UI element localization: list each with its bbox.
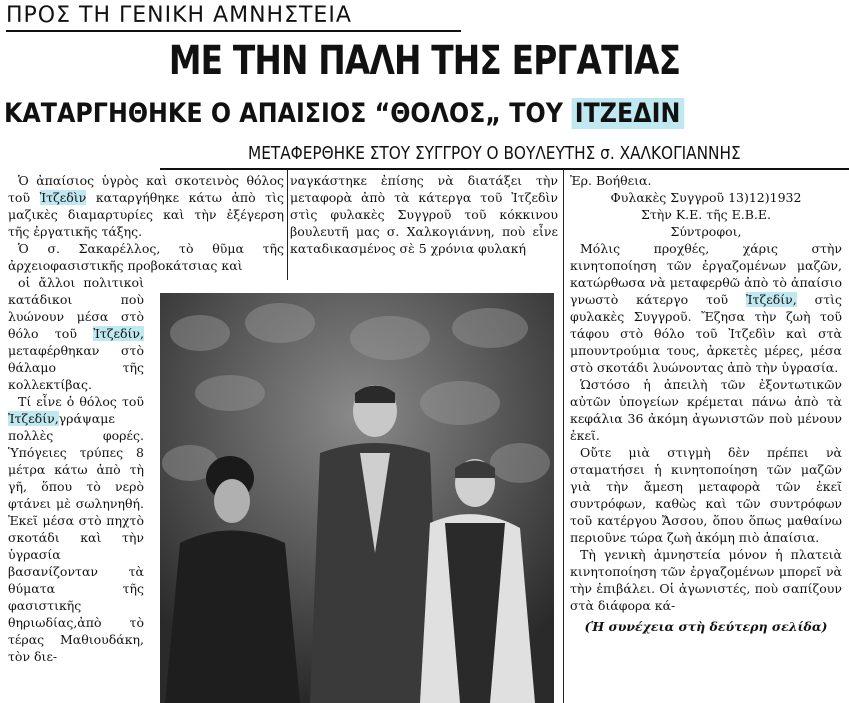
- headline: ΜΕ ΤΗΝ ΠΑΛΗ ΤΗΣ ΕΡΓΑΤΙΑΣ: [168, 38, 681, 84]
- paragraph: Ὁ ἀπαίσιος ὑγρὸς καὶ σκοτεινὸς θόλος τοῦ Ἰτζεδὶν καταργήθηκε κάτω ἀπὸ τὶς μαζικὲς διαμαρτυρίες καὶ τὴν ἐξέγερση τῆς ἐργατικῆς τάξης.: [8, 173, 284, 239]
- column-2: [290, 172, 558, 257]
- highlight-name: Ἰτζεδὶν: [39, 190, 87, 205]
- paragraph: Ὁ σ. Σακαρέλλος, τὸ θῦμα τῆς ἀρχειοφασιστικῆς προβοκάτσιας καὶ: [8, 241, 284, 273]
- greeting: Σύντροφοι,: [670, 224, 742, 239]
- photo-image: [160, 293, 554, 703]
- highlight-name: Ἰτζεδίν,: [8, 411, 59, 426]
- paragraph: οἱ ἄλλοι πολιτικοὶ κατάδικοι ποὺ λυώνουν μέσα στὸ θόλο τοῦ Ἰτζεδίν, μεταφέρθηκαν στὸ θάλαμο τῆς κολλεκτίβας.: [8, 275, 144, 392]
- column-1-narrow: [8, 274, 144, 665]
- column-3-letter: [570, 172, 842, 635]
- continued-notice: (Ἡ συνέχεια στὴ δεύτερη σελίδα): [584, 619, 828, 634]
- paragraph: Ὡστόσο ἡ ἀπειλὴ τῶν ἐξοντωτικῶν αὐτῶν ὑπογείων κρέμεται πάνω ἀπὸ τὰ κεφάλια 36 ἀκόμη ἀγωνιστῶν ποὺ μένουν ἐκεῖ.: [570, 377, 842, 443]
- section-kicker: ΠΡΟΣ ΤΗ ΓΕΝΙΚΗ ΑΜΝΗΣΤΕΙΑ: [6, 2, 461, 32]
- paragraph: ναγκάστηκε ἐπίσης νὰ διατάξει τὴν μεταφορὰ ἀπὸ τὰ κάτεργα τοῦ Ἰτζεδὶν στὶς φυλακὲς Συγγροῦ τοῦ κόκκινου βουλευτῆ μας σ. Χαλκογιάννη, ποὺ εἶνε καταδικασμένος σὲ 5 χρόνια φυλακή: [290, 173, 558, 256]
- salutation: Ἐρ. Βοήθεια.: [570, 173, 652, 188]
- group-photo: [160, 293, 554, 703]
- sub-headline: ΜΕΤΑΦΕΡΘΗΚΕ ΣΤΟΥ ΣΥΓΓΡΟΥ Ο ΒΟΥΛΕΥΤΗΣ σ. ΧΑΛΚΟΓΙΑΝΝΗΣ: [248, 143, 741, 164]
- dateline: Φυλακὲς Συγγροῦ 13)12)1932: [610, 190, 802, 205]
- paragraph: Τὴ γενικὴ ἀμνηστεία μόνον ἡ πλατειὰ κινητοποίηση τῶν ἐργαζομένων μπορεῖ νὰ τὴν ἐπιβάλει. Οἱ ἀγωνιστές, ποὺ σαπίζουν στὰ διάφορα κά-: [570, 547, 842, 613]
- divider-rule: [160, 168, 849, 170]
- deck-highlight: ΙΤΖΕΔΙΝ: [571, 98, 684, 129]
- column-divider: [287, 170, 288, 280]
- addressee: Στὴν Κ.Ε. τῆς Ε.Β.Ε.: [641, 207, 771, 222]
- paragraph: Οὔτε μιὰ στιγμὴ δὲν πρέπει νὰ σταματήσει ἡ κινητοποίηση τῶν μαζῶν γιὰ τὴν ἄμεση μεταφορὰ τῶν ἐκεῖ συντρόφων, καθὼς καὶ τῶν συντρόφων τοῦ κατέργου Ἄσσου, ὅπου ὅπως μαθαίνω περιοῦνε τώρα ζωὴ ἀκόμη πιὸ ἀπαίσια.: [570, 445, 842, 545]
- deck-headline: [4, 94, 744, 134]
- deck-text: ΚΑΤΑΡΓΗΘΗΚΕ Ο ΑΠΑΙΣΙΟΣ “ΘΟΛΟΣ„ ΤΟΥ: [4, 98, 563, 129]
- highlight-name: Ἰτζεδίν,: [746, 292, 797, 307]
- column-divider: [563, 170, 564, 703]
- paragraph: Μόλις προχθές, χάρις στὴν κινητοποίηση τῶν ἐργαζομένων μαζῶν, κατώρθωσα νὰ μεταφερθῶ ἀπὸ τὸ ἀπαίσιο γνωστὸ κάτεργο τοῦ Ἰτζεδίν, στὶς φυλακὲς Συγγροῦ. Ἔζησα τὴν ζωὴ τοῦ τάφου στὸ θόλο τοῦ Ἰτζεδὶν καὶ στὰ μπουντρούμια τους, ἀρκετὲς μέρες, μέσα στὸ σκοτάδι λυώνοντας ἀπὸ τὴν ὑγρασία.: [570, 241, 843, 375]
- paragraph: Τί εἶνε ὁ θόλος τοῦ Ἰτζεδίν,γράψαμε πολλὲς φορές. Ὑπόγειες τρύπες 8 μέτρα κάτω ἀπὸ τὴ γῆ, ὅπου τὸ νερὸ φτάνει μὲ σωληνηθή. Ἐκεῖ μέσα στὸ πηχτὸ σκοτάδι καὶ τὴν ὑγρασία βασανίζονταν τὰ θύματα τῆς φασιστικῆς θηριωδίας,ἀπὸ τὸ τέρας Μαθιουδάκη, τὸν διε-: [8, 394, 144, 664]
- highlight-name: Ἰτζεδίν,: [93, 326, 144, 341]
- column-1-top: [8, 172, 284, 274]
